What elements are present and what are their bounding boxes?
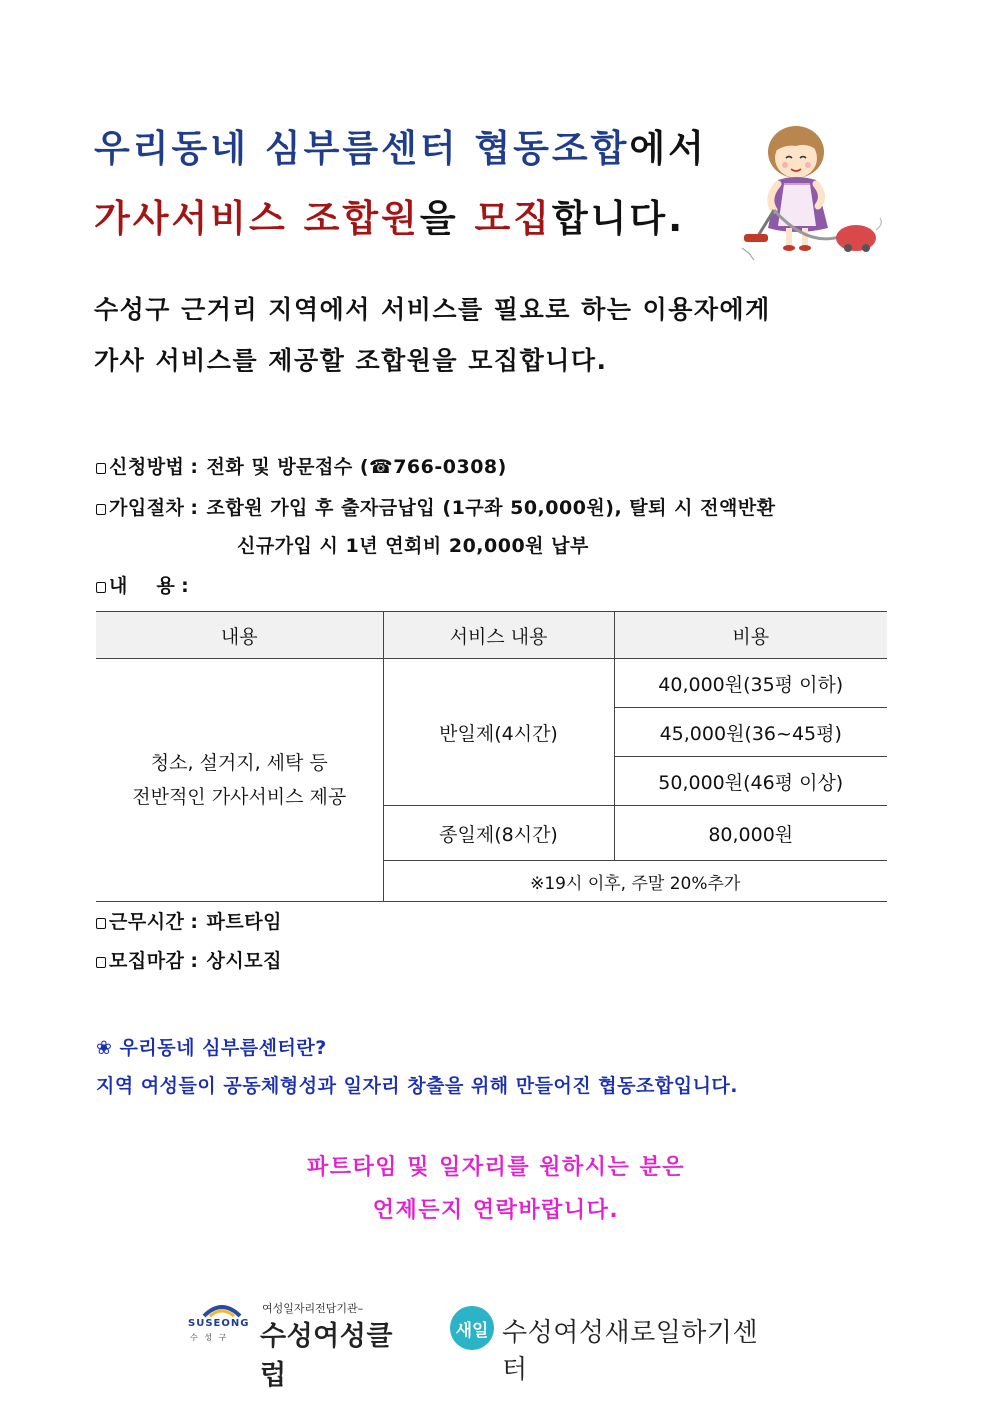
table-row <box>96 659 887 708</box>
saeil-center-logo <box>450 1306 760 1385</box>
table-header-cell: 내용 <box>96 612 383 659</box>
work-hours-row: 근무시간 : 파트타임 <box>96 907 282 934</box>
deadline-value: 상시모집 <box>206 950 282 972</box>
service-description-line: 전반적인 가사서비스 제공 <box>132 786 347 808</box>
apply-method-label: 신청방법 <box>109 456 185 478</box>
join-process-continued: 신규가입 시 1년 연회비 20,000원 납부 <box>237 535 589 557</box>
join-process-label: 가입절차 <box>109 497 185 519</box>
join-process-value: 조합원 가입 후 출자금납입 (1구좌 50,000원), 탈퇴 시 전액반환 <box>206 497 776 519</box>
call-line-1: 파트타임 및 일자리를 원하시는 분은 <box>307 1155 685 1180</box>
content-label: 내 용 <box>109 575 176 597</box>
price-cell: 40,000원(35평 이하) <box>614 659 887 708</box>
checkbox-bullet-icon <box>96 918 106 929</box>
title-recruit-word: 모집 <box>474 197 552 240</box>
deadline-row: 모집마감 : 상시모집 <box>96 946 282 973</box>
table-header-cell: 비용 <box>614 612 887 659</box>
price-cell: 50,000원(46평 이상) <box>614 757 887 806</box>
checkbox-bullet-icon <box>96 463 106 474</box>
about-question: ❀ 우리동네 심부름센터란? <box>96 1037 327 1059</box>
suseong-women-club-logo <box>188 1298 418 1391</box>
logo2-name: 수성여성새로일하기센터 <box>502 1318 759 1385</box>
logo1-name: 수성여성클럽 <box>260 1321 393 1391</box>
surcharge-note-cell: ※19시 이후, 주말 20%추가 <box>383 861 887 902</box>
work-hours-value: 파트타임 <box>206 911 282 933</box>
table-header-row <box>96 612 887 659</box>
checkbox-bullet-icon <box>96 504 106 515</box>
intro-line-1: 수성구 근거리 지역에서 서비스를 필요로 하는 이용자에게 <box>94 295 771 324</box>
apply-method-value: 전화 및 방문접수 (☎766-0308) <box>206 456 507 478</box>
call-line-2: 언제든지 연락바랍니다. <box>372 1198 620 1223</box>
apply-method-row: 신청방법 : 전화 및 방문접수 (☎766-0308) <box>96 452 507 479</box>
work-hours-label: 근무시간 <box>109 911 185 933</box>
intro-line-2: 가사 서비스를 제공할 조합원을 모집합니다. <box>94 346 608 375</box>
price-cell: 80,000원 <box>614 806 887 861</box>
content-row: 내 용 : <box>96 571 197 598</box>
checkbox-bullet-icon <box>96 957 106 968</box>
table-header-cell: 서비스 내용 <box>383 612 614 659</box>
suseong-roof-icon <box>202 1302 242 1318</box>
title-particle: 을 <box>419 197 475 240</box>
logo1-tagline: 여성일자리전담기관– <box>262 1302 364 1315</box>
title-recruit-target: 가사서비스 조합원 <box>94 197 420 240</box>
about-answer: 지역 여성들이 공동체형성과 일자리 창출을 위해 만들어진 협동조합입니다. <box>96 1075 738 1097</box>
housekeeper-vacuum-illustration <box>738 118 888 268</box>
suseong-brand-text: SUSEONG <box>188 1318 250 1329</box>
title-line-1 <box>94 118 707 172</box>
title-suffix: 에서 <box>629 127 707 170</box>
title-org-name: 우리동네 심부름센터 협동조합 <box>94 127 630 170</box>
suseong-sub-text: 수 성 구 <box>190 1333 229 1342</box>
half-day-cell: 반일제(4시간) <box>383 659 614 806</box>
title-line-2 <box>94 188 685 242</box>
full-day-cell: 종일제(8시간) <box>383 806 614 861</box>
price-cell: 45,000원(36~45평) <box>614 708 887 757</box>
service-description-line: 청소, 설거지, 세탁 등 <box>150 752 328 774</box>
saeil-mark-icon: 새일 <box>450 1306 494 1350</box>
checkbox-bullet-icon <box>96 582 106 593</box>
join-process-row: 가입절차 : 조합원 가입 후 출자금납입 (1구좌 50,000원), 탈퇴 시 전액반환 <box>96 493 776 520</box>
service-description-cell <box>96 659 383 902</box>
service-price-table <box>96 611 887 902</box>
deadline-label: 모집마감 <box>109 950 185 972</box>
title-ending: 합니다. <box>551 197 686 240</box>
